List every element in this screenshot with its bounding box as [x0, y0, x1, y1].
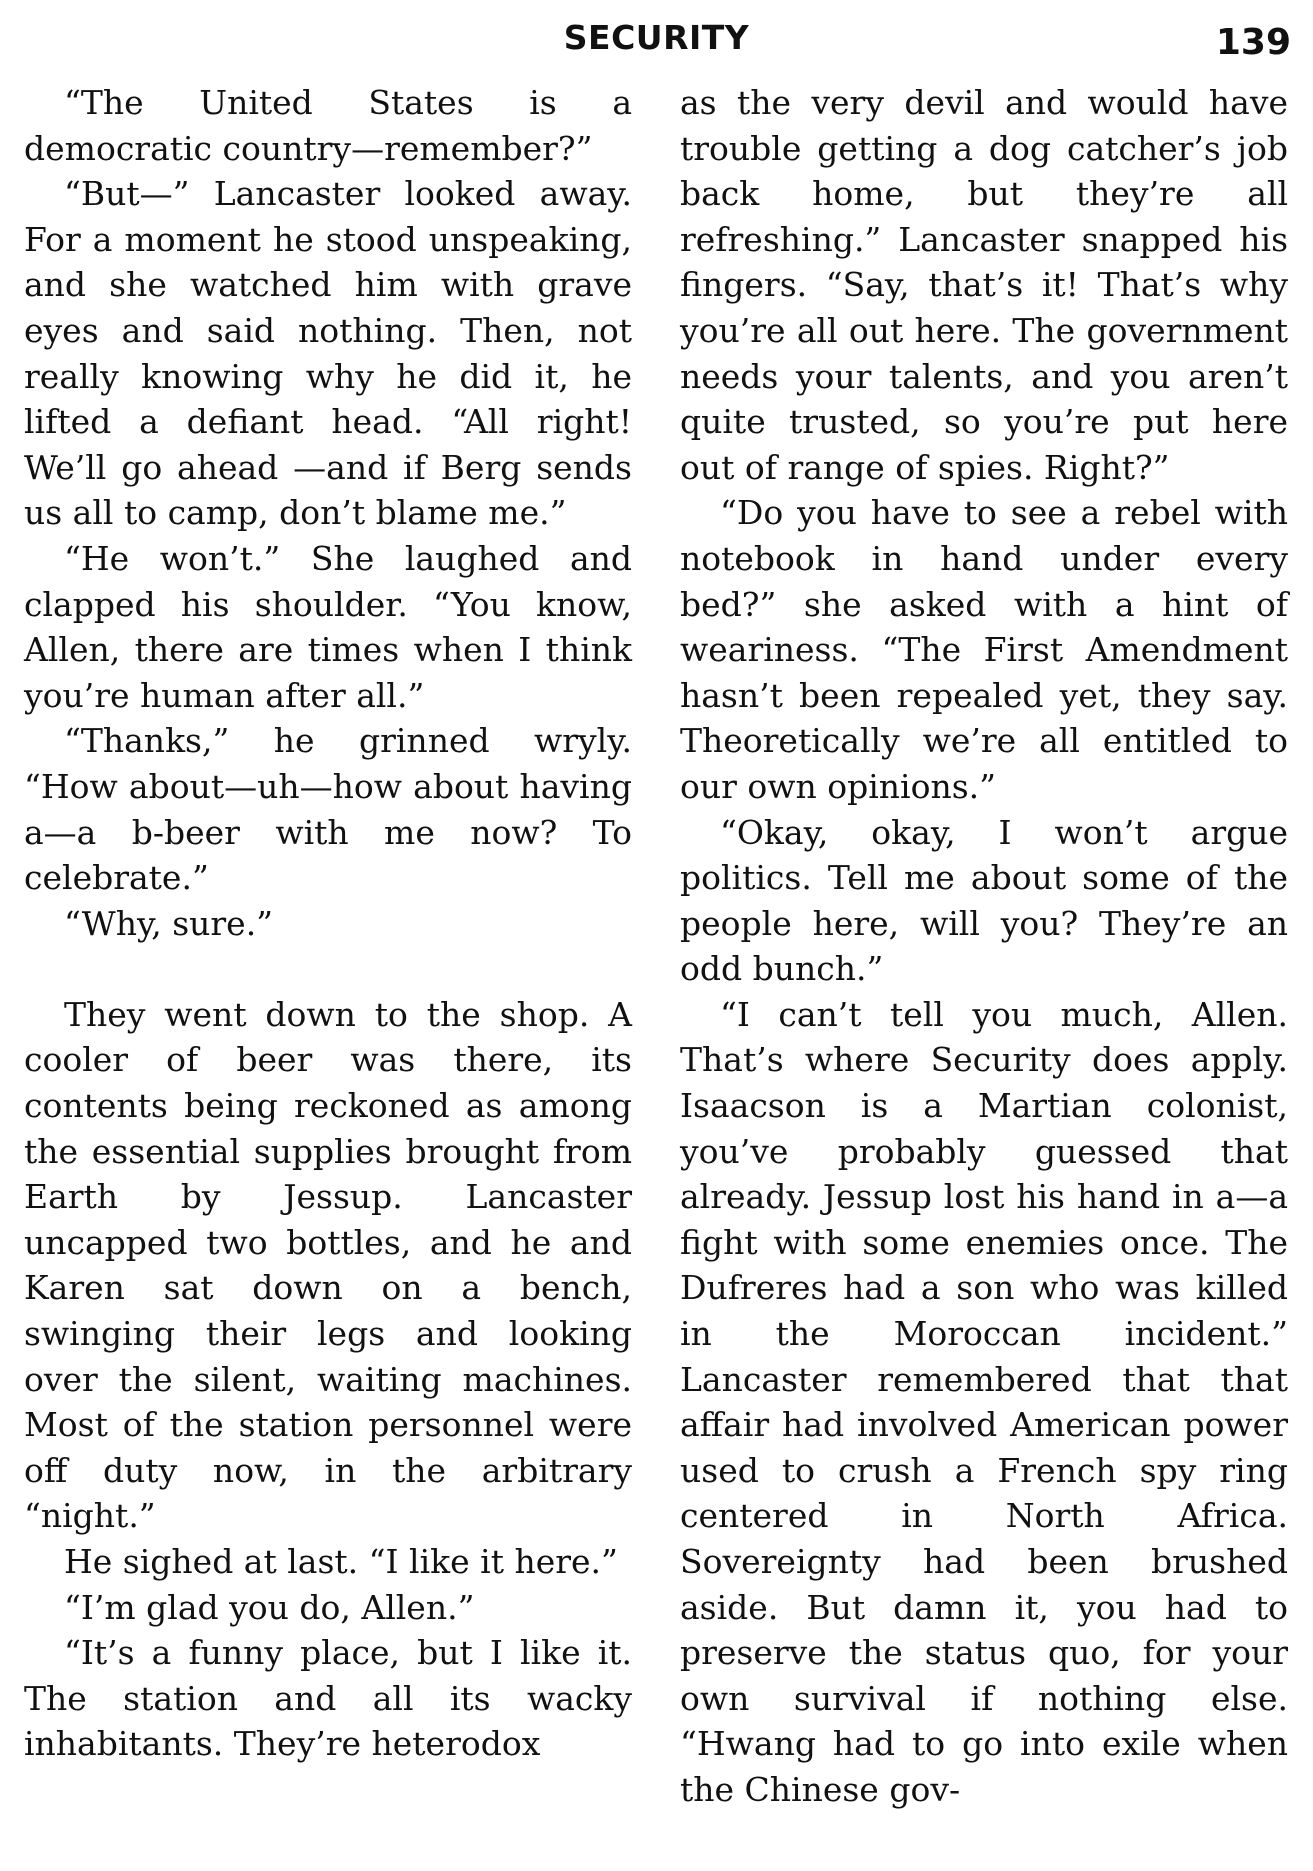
paragraph: “But—” Lancaster looked away. For a moment he stood unspeaking, and she watched him with grave eyes and said nothing. Then, not really knowing why he did it, he lifted a defiant head. “All right! We’ll go ahead —and if Berg sends us all to camp, don’t blame me.”: [24, 174, 632, 533]
paragraph: “I can’t tell you much, Allen. That’s where Security does apply. Isaacson is a Martian colonist, you’ve probably guessed that already. Jessup lost his hand in a—a fight with some enemies once. The Dufreres had a son who was killed in the Moroccan incident.” Lancaster remembered that that affair had involved American power used to crush a French spy ring centered in North Africa. Sovereignty had been brushed aside. But damn it, you had to preserve the status quo, for your own survival if nothing else. “Hwang had to go into exile when the Chinese gov-: [680, 994, 1288, 1809]
running-head: [0, 18, 1313, 64]
paragraph: “He won’t.” She laughed and clapped his shoulder. “You know, Allen, there are times when I think you’re human after all.”: [24, 538, 632, 715]
paragraph: “The United States is a democratic country—remember?”: [24, 83, 632, 168]
left-text-column: [24, 80, 632, 1767]
paragraph: “Why, sure.”: [64, 903, 274, 943]
page-number: 139: [1215, 22, 1291, 63]
paragraph: “I’m glad you do, Allen.”: [64, 1587, 475, 1627]
paragraph-continued: as the very devil and would have trouble getting a dog catcher’s job back home, but they’re all refreshing.” Lancaster snapped his fingers. “Say, that’s it! That’s why you’re all out here. The government needs your talents, and you aren’t quite trusted, so you’re put here out of range of spies. Right?”: [680, 83, 1288, 487]
paragraph: “Do you have to see a rebel with notebook in hand under every bed?” she asked with a hint of weariness. “The First Amendment hasn’t been repealed yet, they say. Theoretically we’re all entitled to our own opinions.”: [680, 493, 1288, 806]
right-text-column: [680, 80, 1288, 1813]
paragraph: He sighed at last. “I like it here.”: [64, 1542, 618, 1581]
paragraph: They went down to the shop. A cooler of beer was there, its contents being reckoned as among the essential supplies brought from Earth by Jessup. Lancaster uncapped two bottles, and he and Karen sat down on a bench, swinging their legs and looking over the silent, waiting machines. Most of the station personnel were off duty now, in the arbitrary “night.”: [24, 994, 632, 1536]
chapter-title: SECURITY: [563, 18, 750, 57]
section-break: [24, 946, 632, 992]
paragraph: “Okay, okay, I won’t argue politics. Tell me about some of the people here, will you? They’re an odd bunch.”: [680, 812, 1288, 989]
paragraph: “Thanks,” he grinned wryly. “How about—uh—how about having a—a b-beer with me now? To celebrate.”: [24, 721, 632, 898]
paragraph: “It’s a funny place, but I like it. The station and all its wacky inhabitants. They’re heterodox: [24, 1633, 632, 1764]
